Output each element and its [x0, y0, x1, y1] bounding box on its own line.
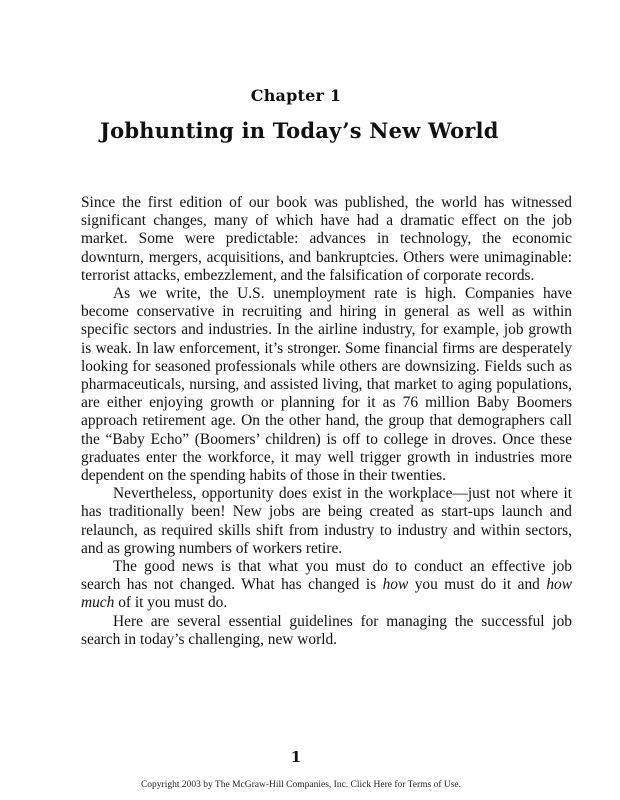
paragraph-5 — [81, 613, 572, 649]
paragraph-2 — [81, 285, 572, 485]
paragraph-2-text: As we write, the U.S. unemployment rate is high. Companies have become conservative in recruiting and hiring in general as well as within specific sectors and industries. In the airline industry, for example, job growth is weak. In law enforcement, it’s stronger. Some financial firms are desperately looking for seasoned professionals while others are downsizing. Fields such as pharmaceuticals, nursing, and assisted living, that market to aging populations, are either enjoying growth or planning for it as 76 million Baby Boomers approach retirement age. On the other hand, the group that demographers call the “Baby Echo” (Boomers’ children) is off to college in droves. Once these graduates enter the workforce, it may well trigger growth in industries more dependent on the spending habits of those in their twenties. — [81, 285, 572, 485]
paragraph-3-text: Nevertheless, opportunity does exist in the workplace—just not where it has traditionally been! New jobs are being created as start-ups launch and relaunch, as required skills shift from industry to industry and within sectors, and as growing numbers of workers retire. — [81, 485, 572, 557]
paragraph-3 — [81, 485, 572, 558]
paragraph-4-text-a: The good news is that what you must do to conduct an effective job search has not changed. What has changed is — [81, 558, 572, 594]
chapter-title: Jobhunting in Today’s New World — [100, 118, 499, 143]
paragraph-4-text-c: of it you must do. — [114, 594, 228, 612]
paragraph-5-text: Here are several essential guidelines for managing the successful job search in today’s challenging, new world. — [81, 612, 572, 648]
paragraph-1 — [81, 194, 572, 285]
page-number: 1 — [290, 748, 302, 766]
paragraph-4 — [81, 558, 572, 613]
body-text — [81, 194, 572, 649]
paragraph-1-text: Since the first edition of our book was published, the world has witnessed significant changes, many of which have had a dramatic effect on the job market. Some were predictable: advances in technology, the economic downturn, mergers, acquisitions, and bankruptcies. Others were unimaginable: terrorist attacks, embezzlement, and the falsification of corporate records. — [81, 194, 572, 284]
copyright-notice[interactable]: Copyright 2003 by The McGraw-Hill Companies, Inc. Click Here for Terms of Use. — [140, 780, 462, 790]
paragraph-4-emphasis-how-much: how much — [81, 576, 572, 612]
paragraph-4-text-b: you must do it and — [408, 576, 547, 594]
paragraph-4-emphasis-how: how — [382, 576, 409, 594]
chapter-label: Chapter 1 — [250, 86, 342, 105]
